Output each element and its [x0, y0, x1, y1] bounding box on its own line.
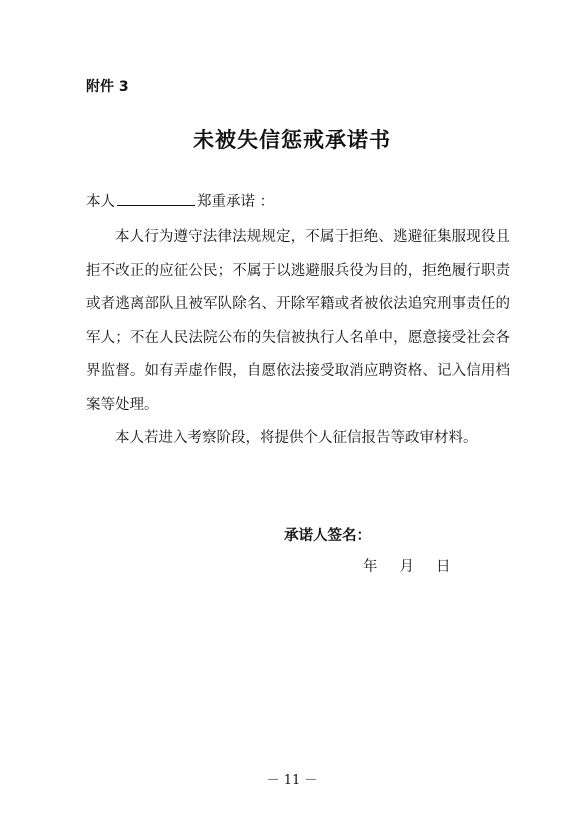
greeting-prefix: 本人	[86, 194, 115, 210]
date-day: 日	[436, 559, 451, 575]
signature-label: 承诺人签名：	[284, 528, 371, 544]
attachment-label: 附件 3	[86, 79, 129, 95]
date-line	[363, 555, 451, 576]
credit-report-paragraph: 本人若进入考察阶段，将提供个人征信报告等政审材料。	[115, 430, 478, 446]
greeting-suffix: 郑重承诺 ：	[197, 194, 275, 210]
date-month: 月	[399, 559, 414, 575]
page-number: － 11 －	[266, 773, 318, 788]
greeting-line	[86, 190, 274, 211]
commitment-paragraph: 本人行为遵守法律法规规定，不属于拒绝、逃避征集服现役且拒不改正的应征公民；不属于以逃避服兵役为目的，拒绝履行职责或者逃离部队且被军队除名、开除军籍或者被依法追究刑事责任的军人；不在人民法院公布的失信被执行人名单中，愿意接受社会各界监督。如有弄虚作假，自愿依法接受取消应聘资格、记入信用档案等处理。	[86, 229, 510, 413]
document-title: 未被失信惩戒承诺书	[193, 127, 391, 152]
name-blank-line	[117, 192, 195, 206]
date-year: 年	[363, 559, 378, 575]
